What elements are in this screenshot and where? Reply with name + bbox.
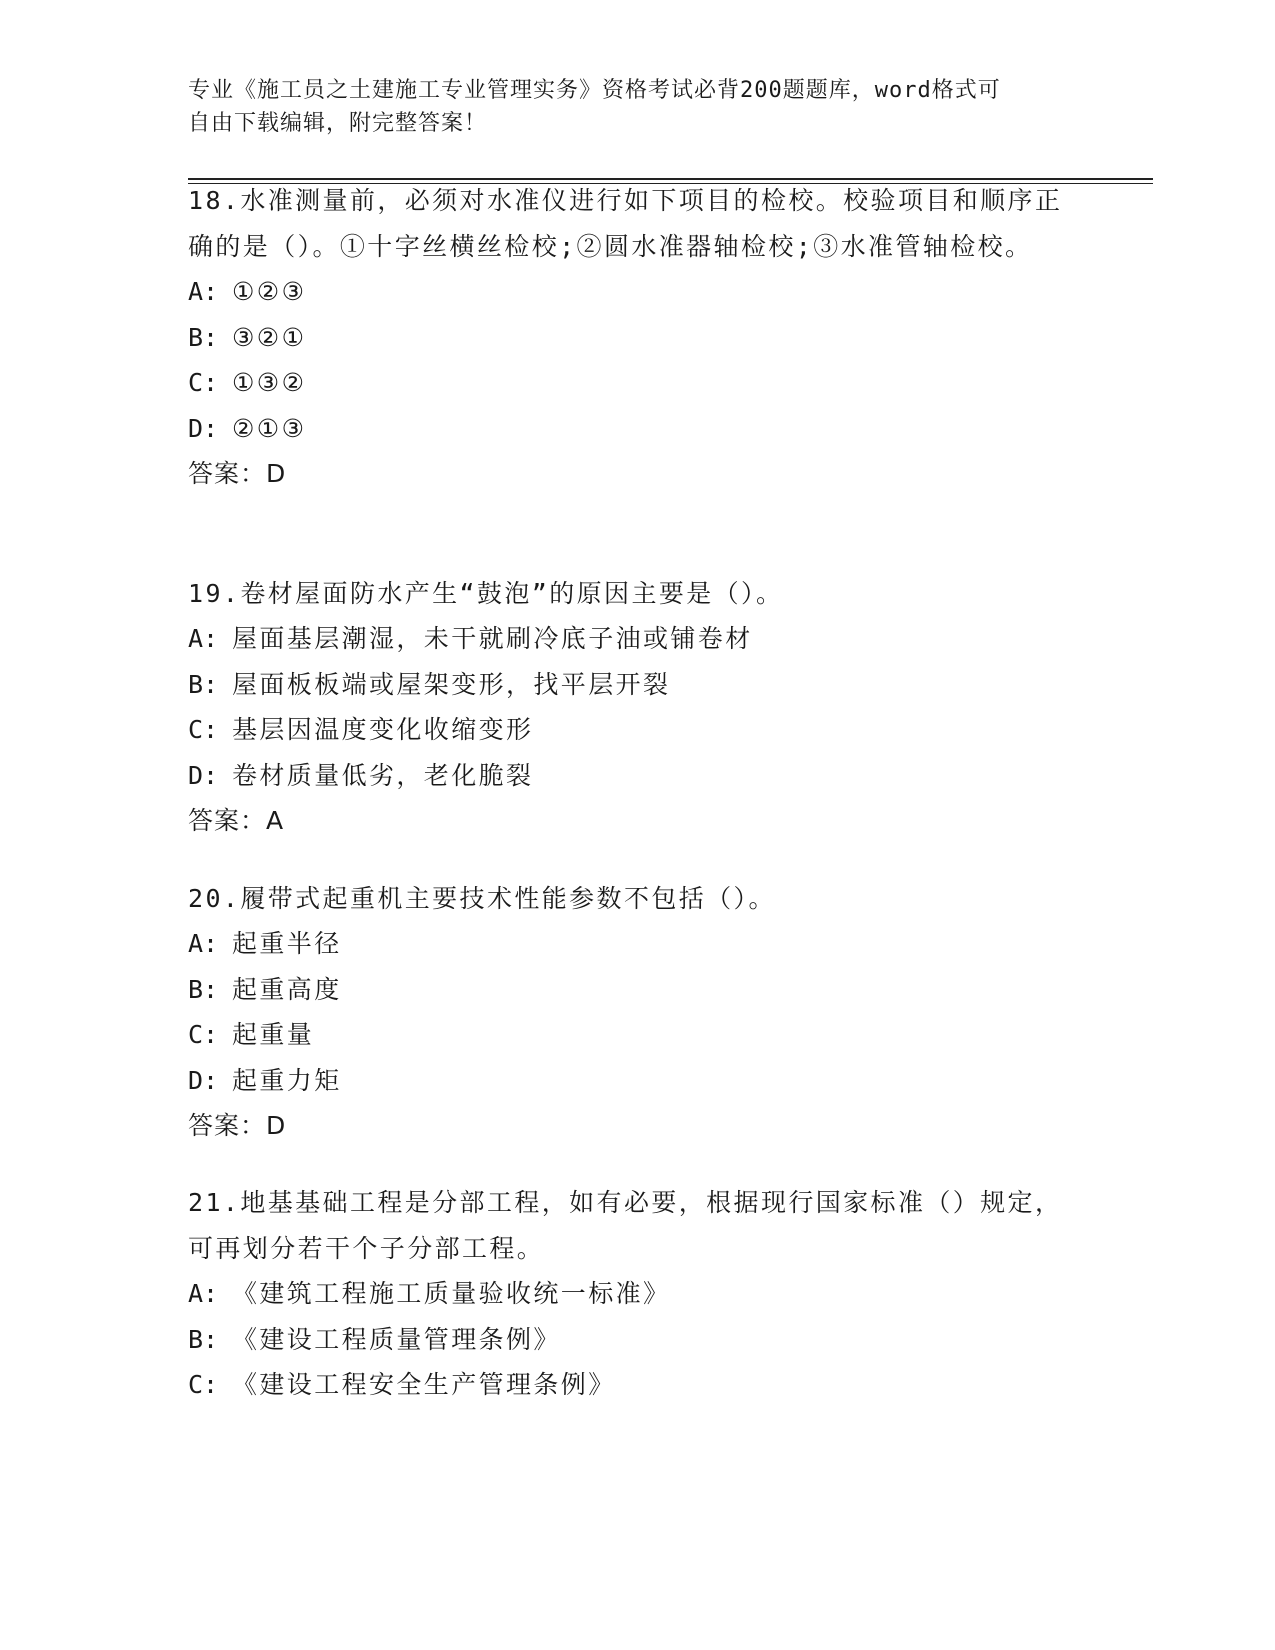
option-label: A: [188,1279,219,1308]
option-text: ②①③ [232,413,307,443]
answer: 答案：A [188,806,285,835]
answer: 答案：D [188,459,287,488]
option-label: B: [188,1324,219,1354]
option-text: 屋面基层潮湿，未干就刷冷底子油或铺卷材 [232,624,753,653]
header-title-line-1: 专业《施工员之土建施工专业管理实务》资格考试必背200题题库，word格式可 [188,78,1001,103]
option-text: 卷材质量低劣，老化脆裂 [232,760,534,790]
option-label: C: [188,1370,219,1399]
option-d [188,1058,1088,1104]
option-b [188,967,1088,1013]
option-text: 起重半径 [232,929,342,958]
option-text: 《建设工程安全生产管理条例》 [232,1370,616,1399]
option-text: 起重量 [232,1020,315,1049]
option-label: D: [188,1065,219,1095]
option-a [188,1271,1088,1317]
option-label: C: [188,715,219,744]
question-stem: 20.履带式起重机主要技术性能参数不包括（）。 [188,884,776,913]
question-stem: 21.地基基础工程是分部工程，如有必要，根据现行国家标准（）规定，可再划分若干个子分部工程。 [188,1188,1063,1263]
option-b [188,1317,1088,1363]
question-19 [188,571,1088,844]
option-c [188,707,1088,753]
option-c [188,1012,1088,1058]
option-label: C: [188,1020,219,1049]
question-21 [188,1180,1088,1408]
option-a [188,616,1088,662]
option-label: B: [188,669,219,699]
option-d [188,753,1088,799]
option-a [188,921,1088,967]
option-text: 起重高度 [232,974,342,1004]
document-header [188,74,1068,140]
option-c [188,1362,1088,1408]
option-d [188,406,1088,452]
option-label: A: [188,929,219,958]
option-label: A: [188,624,219,653]
option-text: 《建设工程质量管理条例》 [232,1324,561,1354]
option-label: C: [188,368,219,397]
header-title-line-2: 自由下载编辑，附完整答案！ [188,111,488,136]
question-stem: 19.卷材屋面防水产生“鼓泡”的原因主要是（）。 [188,579,784,608]
option-label: B: [188,974,219,1004]
question-stem: 18.水准测量前，必须对水准仪进行如下项目的检校。校验项目和顺序正确的是（）。①十字丝横丝检校;②圆水准器轴检校;③水准管轴检校。 [188,186,1063,261]
option-b [188,315,1088,361]
option-text: ①③② [232,368,307,397]
option-text: ①②③ [232,277,307,306]
option-label: A: [188,277,219,306]
option-c [188,360,1088,406]
option-text: ③②① [232,322,307,352]
option-a [188,269,1088,315]
question-18 [188,178,1088,497]
option-text: 屋面板板端或屋架变形，找平层开裂 [232,669,671,699]
option-label: B: [188,322,219,352]
answer: 答案：D [188,1111,287,1140]
option-text: 起重力矩 [232,1065,342,1095]
option-text: 《建筑工程施工质量验收统一标准》 [232,1279,671,1308]
option-text: 基层因温度变化收缩变形 [232,715,534,744]
option-label: D: [188,760,219,790]
option-label: D: [188,413,219,443]
question-20 [188,876,1088,1149]
option-b [188,662,1088,708]
